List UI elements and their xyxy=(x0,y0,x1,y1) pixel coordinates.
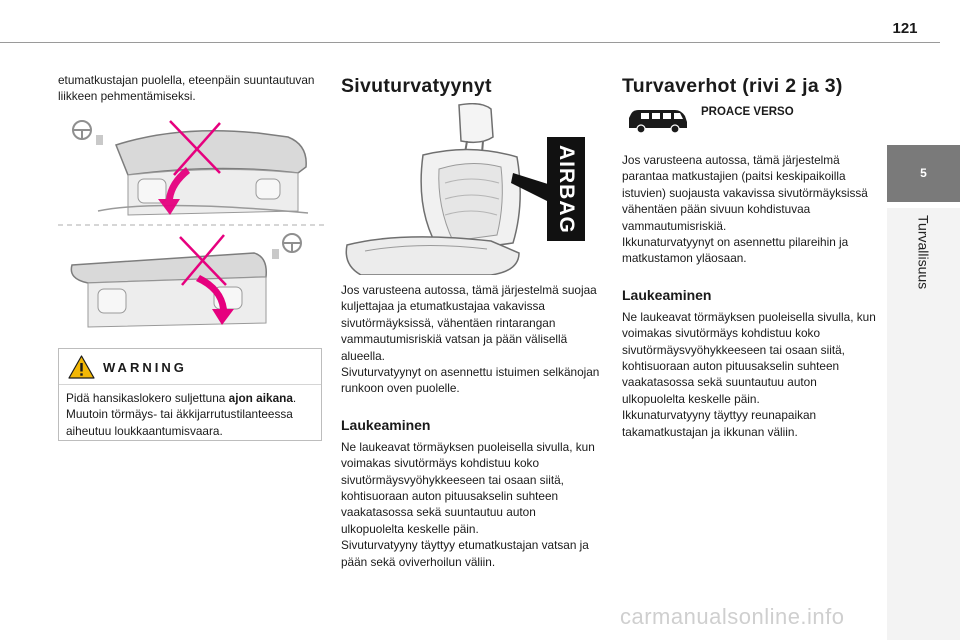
side-airbag-description: Jos varusteena autossa, tämä järjestelmä suojaa kuljettajaa ja etumatkustajaa vakavissa sivutörmäyksissä, vähentäen rintarangan vammautumisriskiä vatsan ja pään välisellä alueella. xyxy=(341,283,597,363)
side-airbag-location: Sivuturvatyynyt on asennettu istuimen selkänojan runkoon oven puolelle. xyxy=(341,365,600,396)
subtitle-deployment-curtain: Laukeaminen xyxy=(622,286,712,303)
section-title-curtain-airbags: Turvaverhot (rivi 2 ja 3) xyxy=(622,75,843,97)
section-title-side-airbags: Sivuturvatyynyt xyxy=(341,75,492,97)
warning-text: Pidä hansikaslokero suljettuna ajon aikana. Muutoin törmäys- tai äkkijarrutustilanteessa aiheutuu loukkaantumisvaara. xyxy=(66,391,297,438)
van-silhouette-icon xyxy=(627,108,689,134)
warning-box xyxy=(58,348,322,441)
curtain-airbag-location: Ikkunaturvatyynyt on asennettu pilareihin ja matkustamon yläosaan. xyxy=(622,235,849,266)
curtain-airbag-inflation: Ikkunaturvatyyny täyttyy reunapaikan takamatkustajan ja ikkunan väliin. xyxy=(622,408,817,439)
curtain-airbag-deployment: Ne laukeavat törmäyksen puoleisella sivulla, kun voimakas sivutörmäys kohdistuu koko sivutörmäysvyöhykkeeseen tai osaan siitä, kohtisuoraan auton pituusakselin suhteen vaakatasossa sekä suuntautuu auton ulkopuolelta keskelle päin. xyxy=(622,309,876,406)
side-airbag-inflation: Sivuturvatyyny täyttyy etumatkustajan vatsan ja pään sekä oviverhoilun väliin. xyxy=(341,538,589,569)
column-1 xyxy=(58,72,324,105)
warning-header xyxy=(59,349,321,385)
column-2-title xyxy=(341,74,601,98)
side-airbag-deployment: Ne laukeavat törmäyksen puoleisella sivulla, kun voimakas sivutörmäys kohdistuu koko sivutörmäysvyöhykkeeseen tai osaan siitä, kohtisuoraan auton pituusakselin suhteen vaakatasossa sekä suuntautuu auton ulkopuolelta keskelle päin. xyxy=(341,439,595,536)
warning-triangle-icon xyxy=(68,355,95,379)
steering-wheel-icon xyxy=(73,121,91,139)
warning-emphasis: ajon aikana xyxy=(228,391,293,405)
chapter-title: Turvallisuus xyxy=(915,215,932,290)
subtitle-deployment-side: Laukeaminen xyxy=(341,416,431,433)
curtain-airbag-description: Jos varusteena autossa, tämä järjestelmä parantaa matkustajien (paitsi keskipaikoilla istuvien) suojausta vakavissa sivutörmäyksissä vähentäen pään sivuun kohdistuvaa vammautumisriskiä. xyxy=(622,153,868,233)
model-label: PROACE VERSO xyxy=(701,106,794,118)
watermark: carmanualsonline.info xyxy=(620,604,845,629)
header-divider xyxy=(0,42,940,43)
intro-paragraph: etumatkustajan puolella, eteenpäin suuntautuvan liikkeen pehmentämiseksi. xyxy=(58,73,315,104)
column-2-body xyxy=(341,282,601,570)
warning-title: WARNING xyxy=(103,360,187,375)
page-number: 121 xyxy=(892,20,918,37)
column-3-title xyxy=(622,74,877,98)
chapter-number-tab[interactable]: 5 xyxy=(887,145,960,202)
column-3-body xyxy=(622,152,877,440)
airbag-label: AIRBAG xyxy=(555,144,578,234)
dashboard-airbag-illustration xyxy=(58,115,324,335)
steering-wheel-icon xyxy=(283,234,301,252)
